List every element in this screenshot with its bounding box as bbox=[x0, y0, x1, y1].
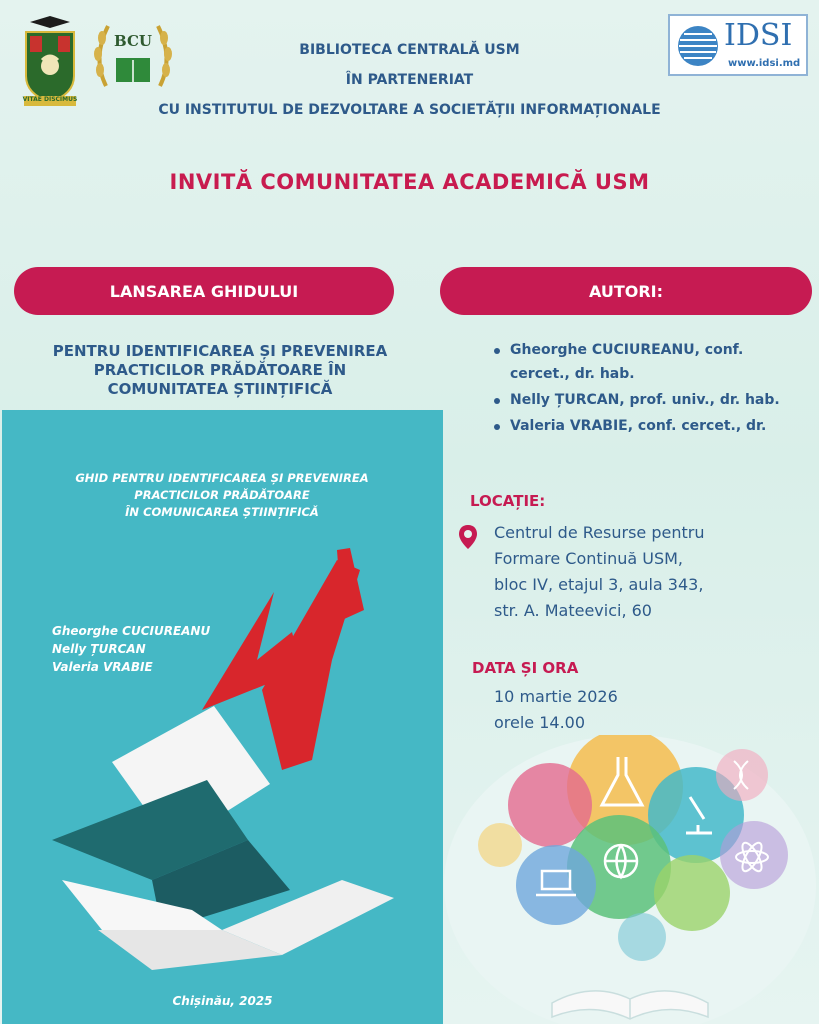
address-line: str. A. Mateevici, 60 bbox=[494, 601, 652, 620]
header-line-3: CU INSTITUTUL DE DEZVOLTARE A SOCIETĂȚII INFORMAȚIONALE bbox=[158, 102, 661, 118]
bullet-icon bbox=[494, 348, 500, 354]
event-time: orele 14.00 bbox=[494, 713, 586, 732]
cover-illustration bbox=[2, 410, 443, 1024]
location-pin-icon bbox=[458, 524, 478, 554]
author-item: Nelly ȚURCAN, prof. univ., dr. hab. bbox=[490, 388, 810, 412]
header-line-1: BIBLIOTECA CENTRALĂ USM bbox=[299, 42, 520, 58]
location-title: LOCAȚIE: bbox=[470, 492, 546, 510]
address-line: Formare Continuă USM, bbox=[494, 549, 684, 568]
event-date: 10 martie 2026 bbox=[494, 687, 618, 706]
authors-pill: AUTORI: bbox=[440, 267, 812, 315]
cover-author: Nelly ȚURCAN bbox=[52, 642, 146, 656]
idsi-url: www.idsi.md bbox=[728, 58, 801, 69]
science-illustration bbox=[442, 735, 819, 1024]
cover-city-year: Chișinău, 2025 bbox=[172, 994, 273, 1008]
bcu-logo-text: BCU bbox=[114, 32, 152, 50]
launch-pill: LANSAREA GHIDULUI bbox=[14, 267, 394, 315]
bullet-icon bbox=[494, 424, 500, 430]
author-item: Valeria VRABIE, conf. cercet., dr. bbox=[490, 414, 810, 438]
cover-author: Gheorghe CUCIUREANU bbox=[52, 624, 211, 638]
usm-motto: VITAE DISCIMUS bbox=[22, 96, 78, 103]
book-cover bbox=[2, 410, 443, 1024]
bullet-icon bbox=[494, 398, 500, 404]
guide-subtitle-line: PRACTICILOR PRĂDĂTOARE ÎN bbox=[93, 361, 347, 379]
authors-list bbox=[490, 338, 810, 440]
author-item: Gheorghe CUCIUREANU, conf. cercet., dr. hab. bbox=[490, 338, 810, 386]
datetime-title: DATA ȘI ORA bbox=[472, 659, 579, 677]
idsi-name: IDSI bbox=[724, 18, 793, 53]
cover-title: GHID PENTRU IDENTIFICAREA ȘI PREVENIREA PRACTICILOR PRĂDĂTOARE ÎN COMUNICAREA ȘTIINȚIFICĂ bbox=[75, 471, 369, 519]
guide-subtitle bbox=[20, 342, 420, 399]
address-line: bloc IV, etajul 3, aula 343, bbox=[494, 575, 704, 594]
invite-heading: INVITĂ COMUNITATEA ACADEMICĂ USM bbox=[169, 170, 650, 194]
guide-subtitle-line: PENTRU IDENTIFICAREA ȘI PREVENIREA bbox=[52, 342, 388, 360]
header-line-2: ÎN PARTENERIAT bbox=[345, 72, 474, 88]
location-address bbox=[494, 520, 704, 624]
address-line: Centrul de Resurse pentru bbox=[494, 523, 705, 542]
guide-subtitle-line: COMUNITATEA ȘTIINȚIFICĂ bbox=[107, 380, 333, 398]
cover-author: Valeria VRABIE bbox=[52, 660, 153, 674]
